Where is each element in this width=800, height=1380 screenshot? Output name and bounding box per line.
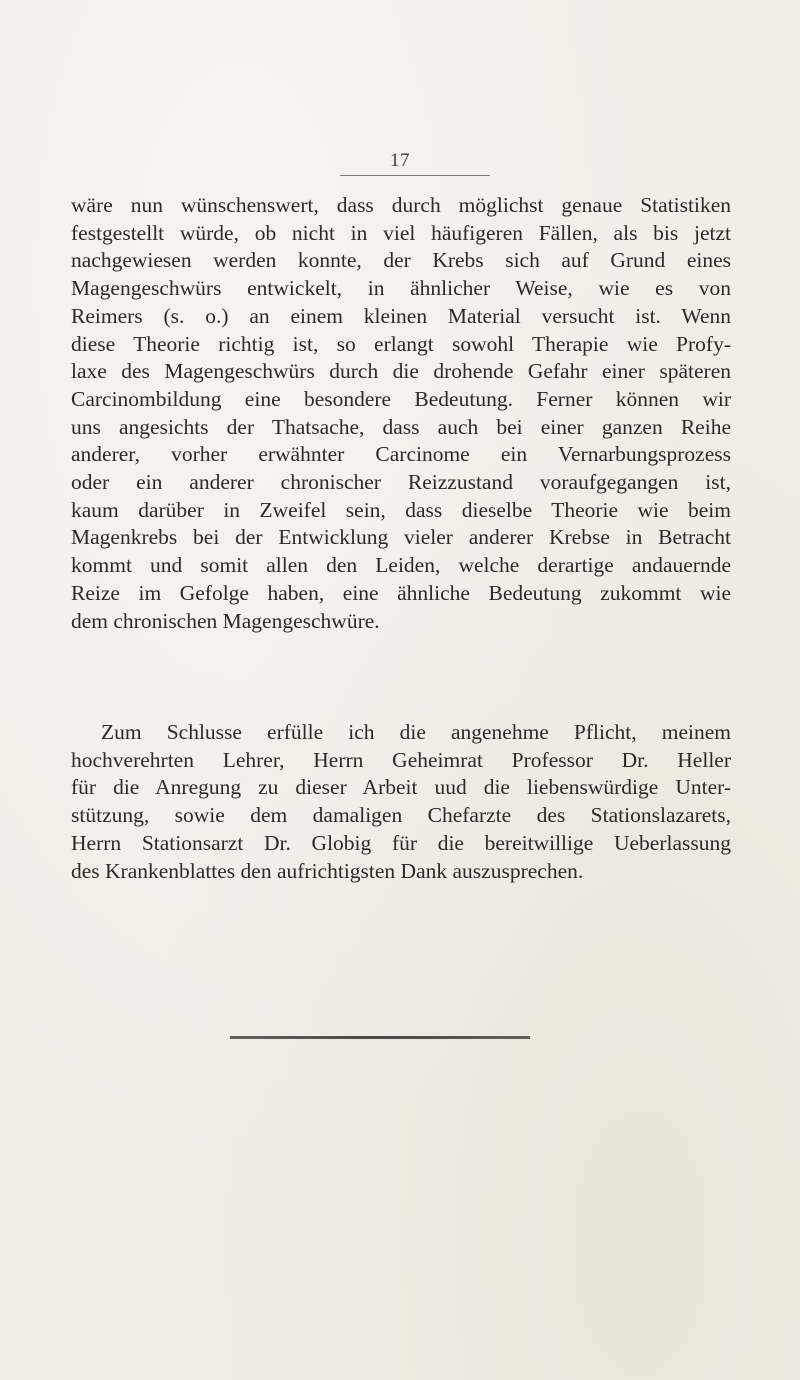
text-line: wäre nun wünschenswert, dass durch möglichst genaue Statistiken <box>71 193 731 217</box>
paragraph-1 <box>71 192 731 635</box>
paragraph-2 <box>71 719 731 885</box>
text-line: kaum darüber in Zweifel sein, dass dieselbe Theorie wie beim <box>71 497 731 522</box>
text-line: Reimers (s. o.) an einem kleinen Material versucht ist. Wenn <box>71 303 731 328</box>
text-line: hochverehrten Lehrer, Herrn Geheimrat Professor Dr. Heller <box>71 747 731 772</box>
text-line: kommt und somit allen den Leiden, welche derartige andauernde <box>71 553 731 578</box>
text-line: oder ein anderer chronischer Reizzustand voraufgegangen ist, <box>71 470 731 495</box>
text-line: Herrn Stationsarzt Dr. Globig für die bereitwillige Ueberlassung <box>71 830 731 855</box>
text-line: Zum Schlusse erfülle ich die angenehme Pflicht, meinem <box>101 720 731 744</box>
text-line: Magengeschwürs entwickelt, in ähnlicher Weise, wie es von <box>71 276 731 301</box>
text-line: laxe des Magengeschwürs durch die drohende Gefahr einer späteren <box>71 359 731 384</box>
page-number: 17 <box>390 150 410 171</box>
closing-rule <box>230 1036 530 1039</box>
page-number-underline <box>340 175 490 176</box>
text-line: des Krankenblattes den aufrichtigsten Dank auszusprechen. <box>71 858 584 883</box>
text-line: diese Theorie richtig ist, so erlangt sowohl Therapie wie Profy- <box>71 331 731 356</box>
text-line: Carcinombildung eine besondere Bedeutung. Ferner können wir <box>71 386 731 411</box>
text-line: Reize im Gefolge haben, eine ähnliche Bedeutung zukommt wie <box>71 580 731 605</box>
text-line: nachgewiesen werden konnte, der Krebs sich auf Grund eines <box>71 248 731 273</box>
text-line: anderer, vorher erwähnter Carcinome ein Vernarbungsprozess <box>71 442 731 467</box>
text-line: Magenkrebs bei der Entwicklung vieler anderer Krebse in Betracht <box>71 525 731 550</box>
text-line: festgestellt würde, ob nicht in viel häufigeren Fällen, als bis jetzt <box>71 220 731 245</box>
text-line: uns angesichts der Thatsache, dass auch bei einer ganzen Reihe <box>71 414 731 439</box>
text-line: dem chronischen Magengeschwüre. <box>71 608 380 633</box>
text-line: stützung, sowie dem damaligen Chefarzte des Stationslazarets, <box>71 803 731 828</box>
text-line: für die Anregung zu dieser Arbeit uud die liebenswürdige Unter- <box>71 775 731 800</box>
